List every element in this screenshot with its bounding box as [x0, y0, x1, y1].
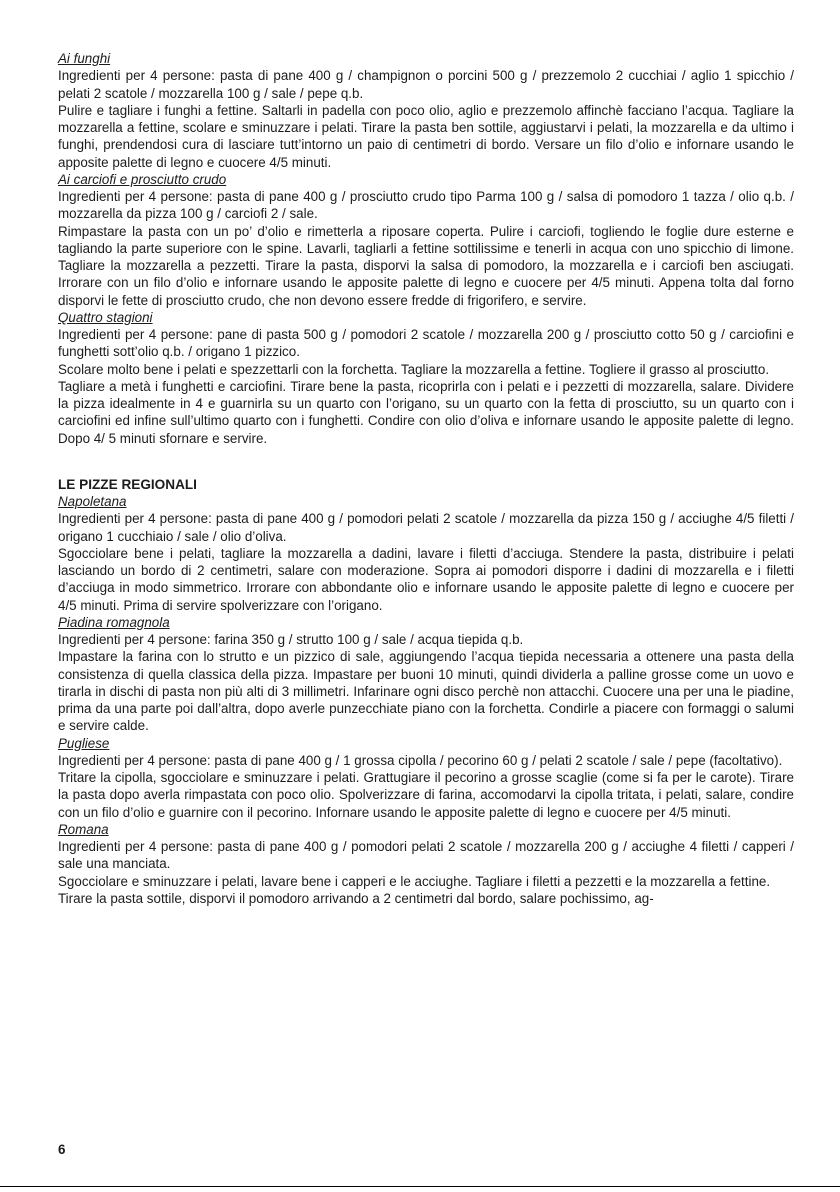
recipe-ingredients: Ingredienti per 4 persone: pasta di pane 400 g / 1 grossa cipolla / pecorino 60 g / pelati 2 scatole / sale / pepe (facoltativo).	[58, 752, 783, 768]
recipe-title: Piadina romagnola	[58, 614, 170, 630]
recipe-title: Quattro stagioni	[58, 309, 153, 325]
recipe-ingredients: Ingredienti per 4 persone: pasta di pane 400 g / pomodori pelati 2 scatole / mozzarella 200 g / acciughe 4 filetti / capperi / sale una manciata.	[58, 839, 794, 872]
recipe-title: Ai funghi	[58, 51, 111, 66]
recipe-method: Sgocciolare e sminuzzare i pelati, lavare bene i capperi e le acciughe. Tagliare i filetti a pezzetti e la mozzarella a fettine.	[58, 873, 771, 889]
recipe-method: Tritare la cipolla, sgocciolare e sminuzzare i pelati. Grattugiare il pecorino a grosse scaglie (come si fa per le carote). Tirare la pasta dopo averla rimpastata con poco olio. Spolverizzare di farina, accomodarvi la cipolla tritata, i pelati, salare, condire con un filo d’olio e guarnire con il pecorino. Infornare usando le apposite palette di legno e cuocere per 4/5 minuti.	[58, 770, 794, 820]
recipe-title: Pugliese	[58, 735, 110, 751]
recipe-ingredients: Ingredienti per 4 persone: pasta di pane 400 g / pomodori pelati 2 scatole / mozzarella da pizza 150 g / acciughe 4/5 filetti / origano 1 cucchiaio / sale / olio d’oliva.	[58, 511, 794, 544]
recipe-title: Ai carciofi e prosciutto crudo	[58, 171, 227, 187]
recipe-block-1	[58, 50, 794, 447]
section-title: LE PIZZE REGIONALI	[58, 476, 197, 492]
recipe-method: Impastare la farina con lo strutto e un pizzico di sale, aggiungendo l’acqua tiepida necessaria a ottenere una pasta della consistenza di quella classica della pizza. Impastare per buoni 10 minuti, quindi dividerla a palline grosse come un uovo e tirarla in dischi di pasta non più alti di 3 millimetri. Infarinare ogni disco perchè non attacchi. Cuocere una per una le piadine, prima da una parte poi dall’altra, dopo averle punzecchiate piano con la forchetta. Condirle a piacere con formaggi o salumi e servire calde.	[58, 649, 794, 734]
page-number: 6	[58, 1142, 66, 1157]
recipe-method: Rimpastare la pasta con un po’ d’olio e rimetterla a riposare coperta. Pulire i carciofi, togliendo le foglie dure esterne e tagliando la parte superiore con le spine. Lavarli, tagliarli a fettine sottilissime e tenerli in acqua con uno spicchio di limone. Tagliare la mozzarella a pezzetti. Tirare la pasta, disporvi la salsa di pomodoro, la mozzarella e i carciofi ben asciugati. Irrorare con un filo d’olio e infornare usando le apposite palette di legno e cuocere per 4/5 minuti. Appena tolta dal forno disporvi le fette di prosciutto crudo, che non devono essere fredde di frigorifero, e servire.	[58, 223, 794, 308]
recipe-ingredients: Ingredienti per 4 persone: pasta di pane 400 g / champignon o porcini 500 g / prezzemolo 2 cucchiai / aglio 1 spicchio / pelati 2 scatole / mozzarella 100 g / sale / pepe q.b.	[58, 68, 794, 101]
recipe-ingredients: Ingredienti per 4 persone: farina 350 g / strutto 100 g / sale / acqua tiepida q.b.	[58, 632, 524, 647]
recipe-method: Scolare molto bene i pelati e spezzettarli con la forchetta. Tagliare la mozzarella a fettine. Togliere il grasso al prosciutto.	[58, 361, 770, 377]
recipe-page	[58, 50, 794, 907]
recipe-method: Tirare la pasta sottile, disporvi il pomodoro arrivando a 2 centimetri dal bordo, salare pochissimo, ag-	[58, 890, 654, 906]
page-bottom-rule	[0, 1186, 840, 1187]
recipe-method: Pulire e tagliare i funghi a fettine. Saltarli in padella con poco olio, aglio e prezzemolo affinchè facciano l’acqua. Tagliare la mozzarella a fettine, scolare e sminuzzare i pelati. Tirare la pasta ben sottile, aggiustarvi i pelati, la mozzarella e da ultimo i funghi, prendendosi cura di lasciare tutt’intorno un paio di centimetri di bordo. Versare un filo d’olio e infornare usando le apposite palette di legno e cuocere 4/5 minuti.	[58, 102, 794, 170]
recipe-title: Romana	[58, 821, 109, 837]
recipe-title: Napoletana	[58, 494, 127, 509]
recipe-method: Sgocciolare bene i pelati, tagliare la mozzarella a dadini, lavare i filetti d’acciuga. Stendere la pasta, distribuire i pelati lasciando un bordo di 2 centimetri, salare con moderazione. Sopra ai pomodori disporre i dadini di mozzarella e i filetti d’acciuga in modo simmetrico. Irrorare con abbondante olio e infornare usando le apposite palette di legno e cuocere per 4/5 minuti. Prima di servire spolverizzare con l’origano.	[58, 545, 794, 613]
recipe-block-2	[58, 493, 794, 907]
recipe-method: Tagliare a metà i funghetti e carciofini. Tirare bene la pasta, ricoprirla con i pelati e i pezzetti di mozzarella, salare. Dividere la pizza idealmente in 4 e guarnirla su un quarto con l’origano, su un quarto con la fetta di prosciutto, su un quarto con i carciofini ed infine sull’ultimo quarto con i funghetti. Condire con olio d’oliva e infornare usando le apposite palette di legno. Dopo 4/ 5 minuti sfornare e servire.	[58, 378, 794, 446]
recipe-ingredients: Ingredienti per 4 persone: pasta di pane 400 g / prosciutto crudo tipo Parma 100 g / salsa di pomodoro 1 tazza / olio q.b. / mozzarella da pizza 100 g / carciofi 2 / sale.	[58, 189, 794, 222]
recipe-ingredients: Ingredienti per 4 persone: pane di pasta 500 g / pomodori 2 scatole / mozzarella 200 g / prosciutto cotto 50 g / carciofini e funghetti sott’olio q.b. / origano 1 pizzico.	[58, 327, 794, 360]
